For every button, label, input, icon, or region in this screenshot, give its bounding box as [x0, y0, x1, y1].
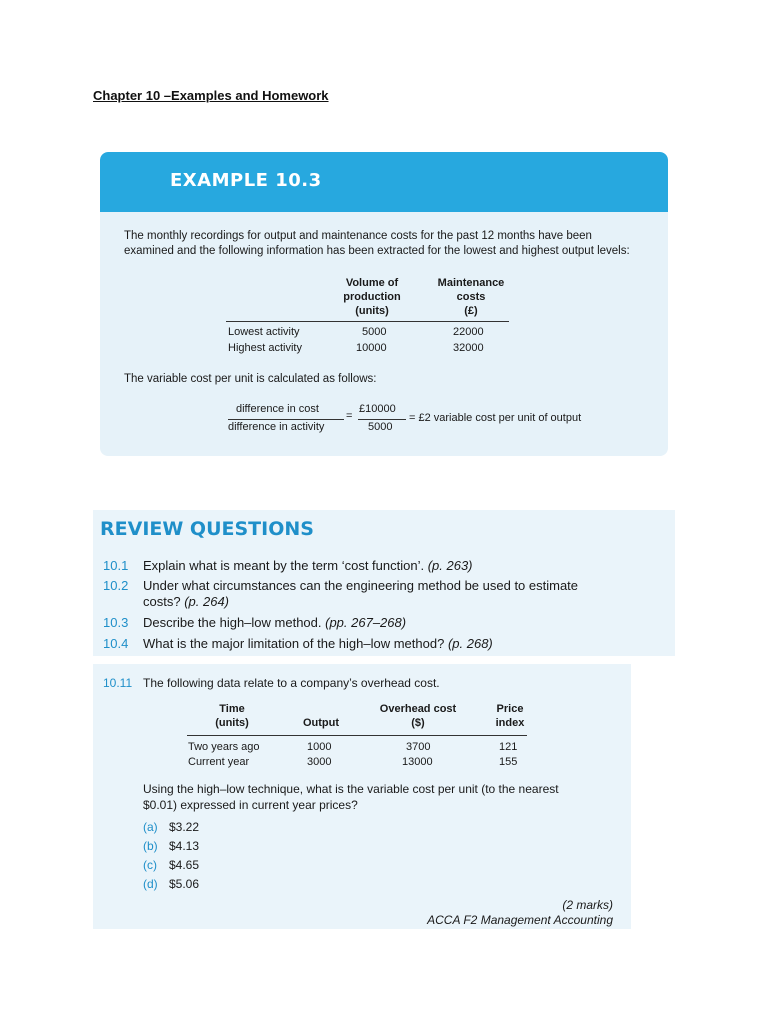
source-label: ACCA F2 Management Accounting	[427, 913, 613, 927]
table-cell-overhead: 13000	[402, 756, 433, 768]
question-number: 10.3	[103, 615, 129, 630]
q11-text: The following data relate to a company’s overhead cost.	[143, 676, 440, 690]
table-cell-price: 155	[499, 756, 518, 768]
table-head-output: Output	[302, 717, 340, 729]
option-letter: (c)	[143, 858, 157, 872]
table-cell-overhead: 3700	[406, 741, 431, 753]
table-head-price	[483, 702, 537, 730]
option-letter: (b)	[143, 839, 158, 853]
table-head-overhead-line1: Overhead cost	[379, 703, 457, 715]
table-cell-price: 121	[499, 741, 518, 753]
table-head-time-line1: Time	[219, 703, 245, 715]
question-text	[143, 615, 643, 631]
option-value: $3.22	[169, 820, 200, 834]
question-page-ref: (p. 268)	[447, 636, 493, 651]
question-number: 10.1	[103, 558, 129, 573]
col-head-volume-line1: Volume of	[345, 277, 399, 289]
table-head-price-line2: index	[495, 717, 525, 729]
question-number: 10.4	[103, 636, 129, 651]
example-header	[100, 152, 668, 212]
review-title: REVIEW QUESTIONS	[100, 518, 314, 540]
table-cell-time: Two years ago	[188, 741, 260, 753]
row-label-lowest: Lowest activity	[228, 326, 300, 338]
col-head-maint-line3: (£)	[464, 305, 478, 317]
review-questions-box	[93, 510, 675, 656]
question-text	[143, 636, 643, 652]
q11-table-rule	[187, 735, 527, 736]
row-units-highest: 10000	[356, 342, 387, 354]
q11-question-line1: Using the high–low technique, what is the variable cost per unit (to the nearest	[143, 782, 559, 796]
row-cost-highest: 32000	[453, 342, 484, 354]
question-text-continued	[143, 594, 643, 610]
question-text-body: Describe the high–low method.	[143, 615, 322, 630]
col-head-volume	[332, 276, 412, 318]
example-intro-line1: The monthly recordings for output and maintenance costs for the past 12 months have been	[124, 230, 592, 242]
table-head-overhead	[363, 702, 473, 730]
frac2-numerator: £10000	[359, 403, 396, 415]
table-cell-output: 1000	[307, 741, 332, 753]
question-text-body: Under what circumstances can the engineering method be used to estimate	[143, 578, 579, 593]
question-text-body: Explain what is meant by the term ‘cost function’.	[143, 558, 425, 573]
option-value: $4.65	[169, 858, 200, 872]
frac1-numerator: difference in cost	[236, 403, 319, 415]
frac2-denominator: 5000	[368, 421, 393, 433]
row-cost-lowest: 22000	[453, 326, 484, 338]
example-intro-line2: examined and the following information has been extracted for the lowest and highest output levels:	[124, 245, 630, 257]
option-value: $4.13	[169, 839, 200, 853]
frac1-denominator: difference in activity	[228, 421, 325, 433]
equals-sign: =	[346, 410, 353, 422]
marks-label: (2 marks)	[562, 898, 613, 912]
q11-question-line2: $0.01) expressed in current year prices?	[143, 798, 358, 812]
option-letter: (d)	[143, 877, 158, 891]
example-title: EXAMPLE 10.3	[170, 170, 322, 191]
table-rule	[226, 321, 509, 322]
frac1-bar	[228, 419, 344, 420]
question-text	[143, 578, 643, 610]
question-text	[143, 558, 643, 574]
frac2-bar	[358, 419, 406, 420]
col-head-maint-line1: Maintenance	[437, 277, 505, 289]
col-head-maintenance	[426, 276, 516, 318]
col-head-volume-line2: production	[343, 291, 401, 303]
col-head-volume-line3: (units)	[355, 305, 389, 317]
question-10-11-box	[93, 664, 631, 929]
col-head-maint-line2: costs	[456, 291, 486, 303]
calc-intro: The variable cost per unit is calculated as follows:	[124, 373, 377, 385]
option-letter: (a)	[143, 820, 158, 834]
question-page-ref: (p. 263)	[427, 558, 473, 573]
question-text-body-2: costs?	[143, 594, 181, 609]
q11-number: 10.11	[103, 676, 133, 690]
table-head-time-line2: (units)	[215, 717, 249, 729]
chapter-title: Chapter 10 –Examples and Homework	[93, 88, 329, 103]
question-page-ref: (pp. 267–268)	[325, 615, 407, 630]
table-head-time	[197, 702, 267, 730]
table-head-overhead-line2: ($)	[411, 717, 425, 729]
option-value: $5.06	[169, 877, 200, 891]
table-head-price-line1: Price	[496, 703, 524, 715]
example-box	[100, 152, 668, 456]
table-cell-output: 3000	[307, 756, 332, 768]
calc-result: = £2 variable cost per unit of output	[409, 412, 582, 424]
row-label-highest: Highest activity	[228, 342, 302, 354]
question-number: 10.2	[103, 578, 129, 593]
row-units-lowest: 5000	[362, 326, 387, 338]
question-page-ref: (p. 264)	[184, 594, 230, 609]
table-cell-time: Current year	[188, 756, 250, 768]
question-text-body: What is the major limitation of the high–low method?	[143, 636, 445, 651]
